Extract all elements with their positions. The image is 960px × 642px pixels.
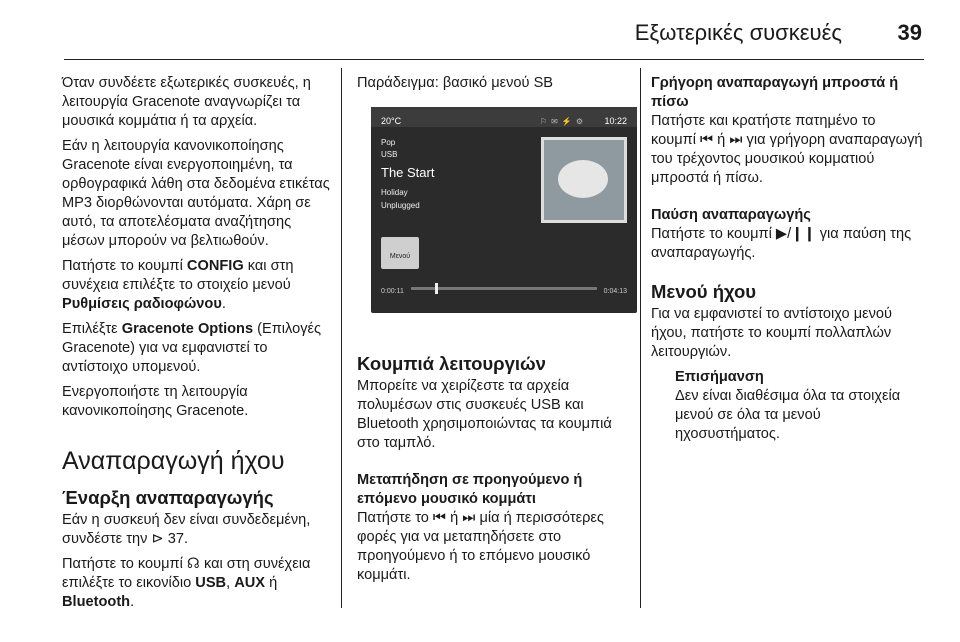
screen-status-bar bbox=[371, 107, 637, 127]
text: Επιλέξτε bbox=[62, 321, 122, 337]
screen-menu-label: Μενού bbox=[389, 253, 411, 260]
page-number: 39 bbox=[897, 20, 922, 45]
aux-ref: AUX bbox=[234, 575, 266, 591]
screen-track-title: The Start bbox=[381, 165, 435, 180]
paragraph: Εάν η συσκευή δεν είναι συνδεδεμένη, συνδέστε την ⊳ 37. bbox=[62, 512, 311, 547]
screen-temperature: 20°C bbox=[381, 116, 402, 126]
subsection-heading: Μενού ήχου bbox=[651, 281, 757, 302]
text: ή bbox=[265, 575, 278, 591]
screen-list-item: Holiday bbox=[381, 188, 408, 197]
paragraph bbox=[62, 257, 332, 314]
figure-caption: Παράδειγμα: βασικό μενού SB bbox=[357, 75, 554, 91]
text: . bbox=[221, 296, 226, 312]
config-button-ref: CONFIG bbox=[186, 258, 244, 274]
screen-menu-button bbox=[381, 237, 419, 269]
text: (Επιλογές Gracenote) για να εμφανιστεί το αντίστοιχο υπομενού. bbox=[62, 321, 322, 375]
bluetooth-ref: Bluetooth bbox=[62, 594, 131, 610]
note-box bbox=[651, 368, 923, 444]
paragraph: Όταν συνδέετε εξωτερικές συσκευές, η λειτουργία Gracenote αναγνωρίζει τα μουσικά κομμάτια ή τα αρχεία. bbox=[62, 75, 311, 129]
screen-total-time: 0:04:13 bbox=[603, 288, 627, 295]
subsection-heading: Έναρξη αναπαραγωγής bbox=[62, 487, 274, 508]
subsection-heading: Κουμπιά λειτουργιών bbox=[357, 353, 546, 374]
paragraph: Πατήστε το κουμπί ▶/❙❙ για παύση της αναπαραγωγής. bbox=[651, 226, 912, 261]
screen-status-icons: ⚐✉⚡⚙ bbox=[539, 117, 587, 126]
paragraph bbox=[62, 320, 332, 377]
paragraph: Για να εμφανιστεί το αντίστοιχο μενού ήχου, πατήστε το κουμπί πολλαπλών λειτουργιών. bbox=[651, 306, 893, 360]
paragraph: Εάν η λειτουργία κανονικοποίησης Gracenote είναι ενεργοποιημένη, τα ορθογραφικά λάθη στα δεδομένα ετικέτας MP3 διορθώνονται αυτόματα. Χάρη σε αυτό, τα αποτελέσματα αναζήτησης μέσων μπορούν να βελτιωθούν. bbox=[62, 138, 330, 249]
media-icon: ☊ bbox=[186, 556, 200, 572]
page-header-title: Εξωτερικές συσκευές bbox=[634, 20, 842, 45]
menu-item-ref: Ρυθμίσεις ραδιοφώνου bbox=[62, 296, 222, 312]
text: Πατήστε το κουμπί bbox=[62, 556, 187, 572]
screen-time: 10:22 bbox=[604, 116, 627, 126]
minor-heading: Μεταπήδηση σε προηγούμενο ή επόμενο μουσικό κομμάτι bbox=[357, 472, 583, 507]
column-divider bbox=[640, 68, 641, 608]
column-divider bbox=[341, 68, 342, 608]
paragraph bbox=[62, 555, 332, 612]
paragraph: Πατήστε και κρατήστε πατημένο το κουμπί ⏮ ή ⏭ για γρήγορη αναπαραγωγή του τρέχοντος μουσικού κομματιού μπροστά ή πίσω. bbox=[651, 113, 923, 186]
album-art-image bbox=[541, 137, 627, 223]
screen-list-item: Unplugged bbox=[381, 201, 420, 210]
album-art-figure bbox=[558, 160, 608, 198]
text: και στη συνέχεια επιλέξτε το στοιχείο μενού bbox=[62, 258, 294, 293]
note-title: Επισήμανση bbox=[675, 369, 764, 385]
text: και στη συνέχεια επιλέξτε το εικονίδιο bbox=[62, 556, 311, 591]
screen-list-item: Pop bbox=[381, 138, 396, 147]
minor-heading: Γρήγορη αναπαραγωγή μπροστά ή πίσω bbox=[651, 75, 899, 110]
screen-elapsed-time: 0:00:11 bbox=[381, 288, 404, 295]
usb-ref: USB bbox=[195, 575, 227, 591]
paragraph: Πατήστε το ⏮ ή ⏭ μία ή περισσότερες φορές για να μεταπηδήσετε στο προηγούμενο ή το επόμενο μουσικό κομμάτι. bbox=[357, 510, 604, 583]
screen-progress-knob bbox=[435, 283, 438, 294]
note-text: Δεν είναι διαθέσιμα όλα τα στοιχεία μενού σε όλα τα μενού ηχοσυστήματος. bbox=[675, 388, 901, 442]
paragraph: Μπορείτε να χειρίζεστε τα αρχεία πολυμέσων στις συσκευές USB και Bluetooth χρησιμοποιώντας τα κουμπιά στο ταμπλό. bbox=[357, 378, 612, 451]
menu-item-ref: Gracenote Options bbox=[121, 321, 254, 337]
screen-list-item: USB bbox=[381, 150, 398, 159]
minor-heading: Παύση αναπαραγωγής bbox=[651, 207, 811, 223]
section-heading: Αναπαραγωγή ήχου bbox=[62, 447, 285, 475]
text: . bbox=[130, 594, 135, 610]
column-3 bbox=[651, 74, 923, 450]
paragraph: Ενεργοποιήστε τη λειτουργία κανονικοποίησης Gracenote. bbox=[62, 384, 249, 419]
screen-progress-bar bbox=[411, 287, 597, 290]
text: Πατήστε το κουμπί bbox=[62, 258, 187, 274]
column-1 bbox=[62, 74, 332, 618]
text: , bbox=[226, 575, 235, 591]
column-2 bbox=[357, 74, 629, 591]
infotainment-screenshot bbox=[371, 107, 637, 313]
header-rule bbox=[64, 59, 924, 60]
